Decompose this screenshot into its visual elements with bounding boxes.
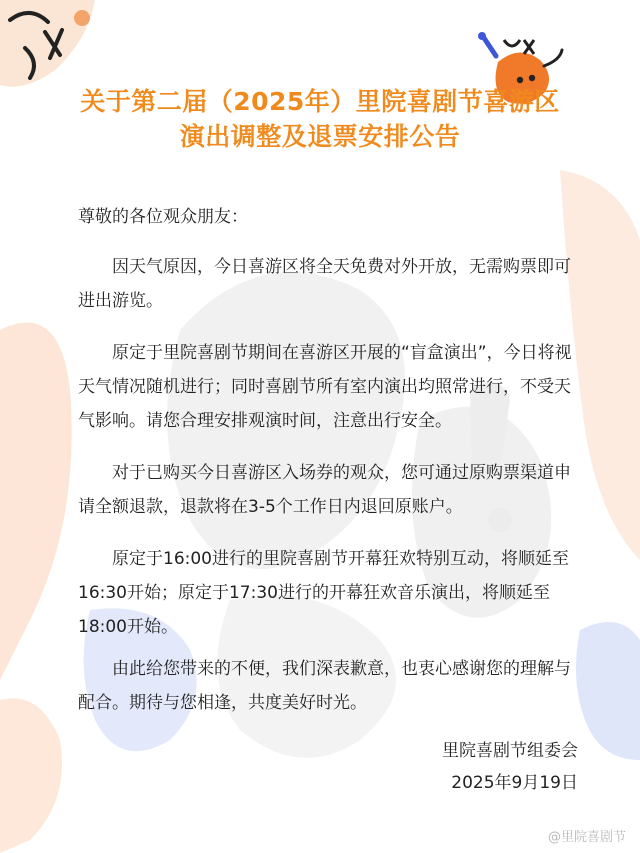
signature-date: 2025年9月19日 [451,773,578,793]
paragraph-blindbox-show: 原定于里院喜剧节期间在喜游区开展的“盲盒演出”，今日将视天气情况随机进行；同时喜剧节所有室内演出均照常进行，不受天气影响。请您合理安排观演时间，注意出行安全。 [78,343,572,431]
salutation: 尊敬的各位观众朋友： [78,207,248,227]
paragraph-refund: 对于已购买今日喜游区入场券的观众，您可通过原购票渠道申请全额退款，退款将在3-5个工作日内退回原账户。 [78,463,571,517]
announcement-title-line2: 演出调整及退票安排公告 [179,122,461,151]
signature-org: 里院喜剧节组委会 [442,741,578,761]
paragraph-schedule-change: 原定于16:00进行的里院喜剧节开幕狂欢特别互动，将顺延至16:30开始；原定于17:30进行的开幕狂欢音乐演出，将顺延至18:00开始。 [78,549,569,637]
announcement-title-line1: 关于第二届（2025年）里院喜剧节喜游区 [80,87,560,116]
paragraph-free-entry: 因天气原因，今日喜游区将全天免费对外开放，无需购票即可进出游览。 [78,257,571,311]
watermark: @里院喜剧节 [547,830,626,845]
paragraph-apology: 由此给您带来的不便，我们深表歉意，也衷心感谢您的理解与配合。期待与您相逢，共度美好时光。 [78,659,571,713]
